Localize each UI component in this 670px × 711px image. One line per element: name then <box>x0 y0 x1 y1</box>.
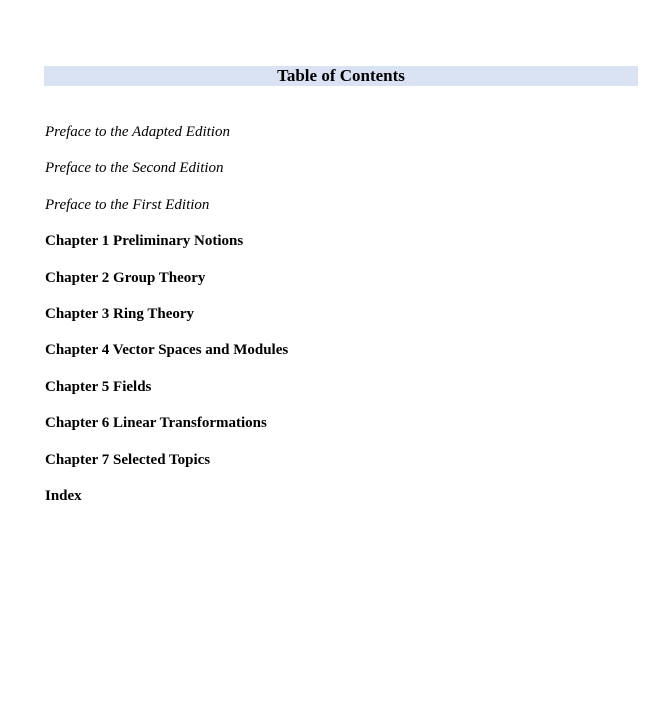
toc-entry-preface-second[interactable]: Preface to the Second Edition <box>45 160 224 177</box>
toc-list <box>45 122 288 522</box>
toc-entry-preface-adapted[interactable]: Preface to the Adapted Edition <box>45 124 230 140</box>
toc-entry-chapter-6[interactable]: Chapter 6 Linear Transformations <box>45 415 267 432</box>
toc-entry-chapter-2[interactable]: Chapter 2 Group Theory <box>45 269 206 286</box>
toc-entry-chapter-7[interactable]: Chapter 7 Selected Topics <box>45 451 211 468</box>
toc-entry-preface-first[interactable]: Preface to the First Edition <box>45 196 210 213</box>
toc-entry-index[interactable]: Index <box>45 487 82 504</box>
toc-entry-chapter-5[interactable]: Chapter 5 Fields <box>45 378 152 395</box>
toc-entry-chapter-1[interactable]: Chapter 1 Preliminary Notions <box>45 233 244 250</box>
toc-entry-chapter-3[interactable]: Chapter 3 Ring Theory <box>45 305 195 322</box>
toc-title: Table of Contents <box>44 66 638 86</box>
toc-entry-chapter-4[interactable]: Chapter 4 Vector Spaces and Modules <box>45 342 289 359</box>
